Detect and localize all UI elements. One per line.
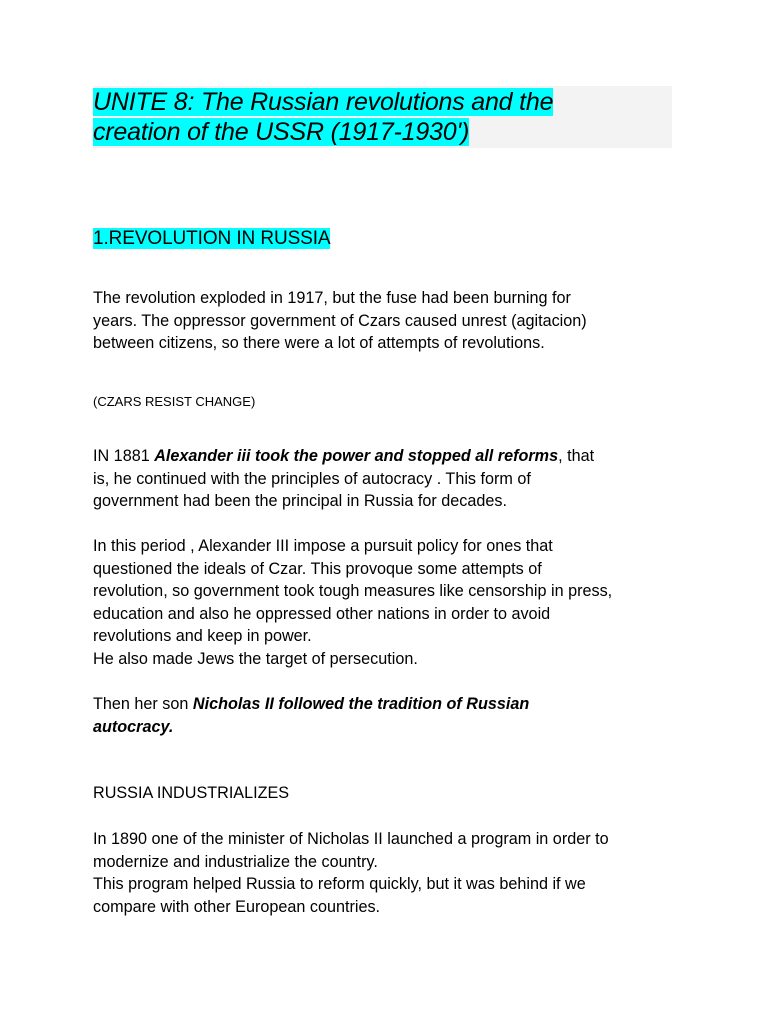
paragraph-line: The revolution exploded in 1917, but the fuse had been burning for: [93, 289, 571, 307]
paragraph-line: modernize and industrialize the country.: [93, 852, 378, 871]
text-prefix: IN 1881: [93, 447, 155, 465]
paragraph-pursuit: [93, 535, 693, 671]
bold-italic-text: Nicholas II followed the tradition of Russian: [192, 695, 530, 713]
paragraph-alexander: [93, 445, 693, 513]
title-line-1: UNITE 8: The Russian revolutions and the: [93, 88, 554, 116]
subheading-industrializes: RUSSIA INDUSTRIALIZES: [93, 784, 290, 802]
bold-italic-text: autocracy.: [93, 717, 174, 736]
paragraph-line: is, he continued with the principles of autocracy . This form of: [93, 469, 531, 488]
paragraph-intro: [93, 287, 693, 355]
title-line-2: creation of the USSR (1917-1930'): [93, 118, 470, 146]
paragraph-line: government had been the principal in Russia for decades.: [93, 492, 507, 511]
paragraph-line: This program helped Russia to reform quickly, but it was behind if we: [93, 875, 586, 894]
paragraph-line: [93, 693, 693, 716]
paragraph-line: revolution, so government took tough measures like censorship in press,: [93, 582, 613, 601]
page-title: [93, 87, 653, 147]
section-heading: [93, 226, 330, 252]
paragraph-nicholas: [93, 693, 693, 738]
subheading-czars: (CZARS RESIST CHANGE): [93, 394, 256, 409]
section-heading-text: 1.REVOLUTION IN RUSSIA: [93, 228, 331, 249]
bold-italic-text: Alexander iii took the power and stopped all reforms: [154, 447, 559, 465]
paragraph-line: He also made Jews the target of persecution.: [93, 649, 418, 668]
text-prefix: Then her son: [93, 695, 193, 713]
paragraph-line: In 1890 one of the minister of Nicholas II launched a program in order to: [93, 830, 609, 848]
paragraph-industrialization: [93, 828, 693, 918]
paragraph-line: education and also he oppressed other nations in order to avoid: [93, 604, 551, 623]
paragraph-line: revolutions and keep in power.: [93, 627, 312, 646]
paragraph-line: [93, 445, 693, 468]
paragraph-line: between citizens, so there were a lot of attempts of revolutions.: [93, 334, 545, 353]
text-suffix: , that: [558, 447, 595, 465]
paragraph-line: years. The oppressor government of Czars caused unrest (agitacion): [93, 311, 587, 330]
paragraph-line: In this period , Alexander III impose a pursuit policy for ones that: [93, 537, 553, 555]
paragraph-line: questioned the ideals of Czar. This provoque some attempts of: [93, 559, 542, 578]
paragraph-line: compare with other European countries.: [93, 897, 381, 916]
